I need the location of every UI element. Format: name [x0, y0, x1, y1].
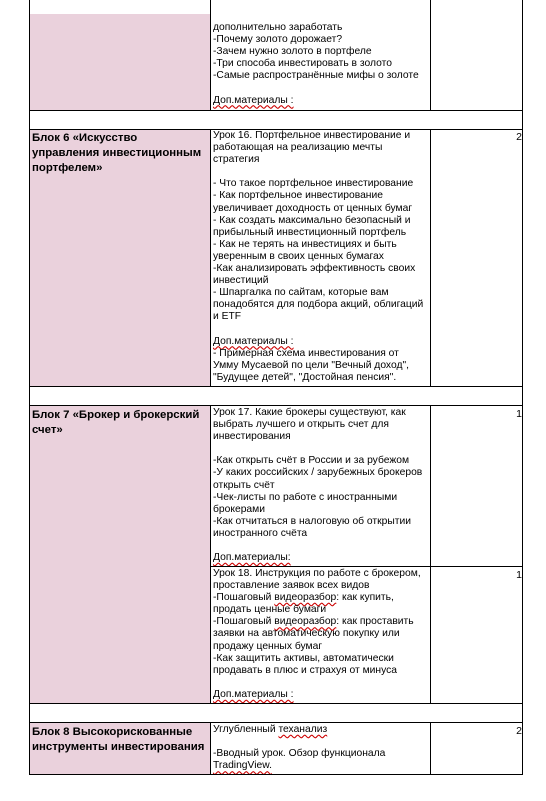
table-border: [29, 774, 523, 775]
table-border: [210, 722, 211, 775]
table-border: [29, 703, 30, 723]
lesson-line: Урок 16. Портфельное инвестирование и: [213, 130, 411, 141]
lesson-line: прибыльный инвестиционный портфель: [213, 226, 407, 238]
table-border: [29, 0, 30, 111]
lesson-line: брокерами: [213, 503, 265, 515]
table-border: [29, 703, 523, 704]
lesson-line: понадобятся для подбора акций, облигаций: [213, 299, 424, 311]
lesson-line: [213, 82, 427, 94]
lesson-line: -Пошаговый видеоразбор: как купить,: [213, 592, 394, 604]
lesson-line: "Будущее детей", "Достойная пенсия".: [213, 371, 397, 383]
table-border: [430, 0, 431, 111]
lesson-line: Урок 18. Инструкция по работе с брокером,: [213, 568, 421, 579]
lesson-cell: [210, 568, 430, 702]
lesson-line: инвестиций: [213, 275, 269, 287]
lesson-line: [213, 166, 427, 178]
lesson-line: [213, 443, 427, 455]
lesson-line: [213, 736, 427, 748]
extra-materials-label: Доп.материалы :: [213, 94, 294, 106]
lesson-cell: [210, 22, 430, 110]
lesson-line: -Три способа инвестировать в золото: [213, 58, 392, 70]
table-border: [430, 129, 431, 387]
table-border: [29, 129, 30, 387]
table-border: [522, 703, 523, 723]
table-border: [29, 110, 30, 130]
lesson-line: выбрать лучшего и открыть счет для: [213, 419, 389, 431]
table-border: [29, 722, 30, 775]
lesson-line: -Чек-листы по работе с иностранными: [213, 491, 398, 503]
table-border: [522, 405, 523, 704]
table-border: [29, 722, 523, 723]
extra-materials-label: Доп.материалы :: [213, 335, 294, 347]
lesson-cell: [210, 407, 430, 566]
table-border: [522, 0, 523, 111]
block-cell-bg: [29, 14, 210, 110]
lesson-line: -Как защитить активы, автоматически: [213, 652, 394, 664]
lesson-line: -Самые распространённые мифы о золоте: [213, 70, 419, 82]
lesson-line: [213, 324, 427, 336]
lesson-line: продажу ценных бумаг: [213, 640, 323, 652]
lesson-line: - Как портфельное инвестирование: [213, 190, 383, 202]
lesson-line: работающая на реализацию мечты: [213, 142, 383, 154]
lesson-line: - Как создать максимально безопасный и: [213, 214, 411, 226]
table-border: [430, 722, 431, 775]
table-border: [29, 386, 30, 406]
block-title: Блок 8 Высокорискованные инструменты инвестирования: [32, 726, 205, 753]
lesson-line: -Пошаговый видеоразбор: как проставить: [213, 616, 414, 628]
lesson-line: - Шпаргалка по сайтам, которые вам: [213, 287, 389, 299]
lesson-line: -Вводный урок. Обзор функционала: [213, 748, 386, 760]
lesson-line: стратегия: [213, 154, 260, 166]
lesson-line: Урок 17. Какие брокеры существуют, как: [213, 407, 406, 418]
lesson-line: - Примерная схема инвестирования от: [213, 347, 399, 359]
lesson-line: продать ценные бумаги: [213, 604, 327, 616]
lesson-line: проставление заявок всех видов: [213, 580, 370, 592]
table-border: [29, 110, 523, 111]
block-title: Блок 6 «Искусство управления инвестиционным портфелем»: [32, 132, 202, 174]
lesson-line: Углубленный теханализ: [213, 724, 328, 735]
lesson-line: заявки на автоматическую покупку или: [213, 628, 400, 640]
lesson-line: увеличивает доходность от ценных бумаг: [213, 202, 413, 214]
table-border: [29, 405, 523, 406]
lesson-line: -Почему золото дорожает?: [213, 34, 343, 46]
lesson-line: дополнительно заработать: [213, 22, 343, 33]
block-title: Блок 7 «Брокер и брокерский счет»: [32, 409, 200, 436]
lesson-line: Умму Мусаевой по цели "Вечный доход",: [213, 359, 409, 371]
table-border: [522, 722, 523, 775]
table-border: [29, 386, 523, 387]
lesson-line: -У каких российских / зарубежных брокеров: [213, 467, 423, 479]
table-border: [29, 129, 523, 130]
lesson-line: - Как не терять на инвестициях и быть: [213, 238, 397, 250]
lesson-line: -Как отчитаться в налоговую об открытии: [213, 515, 411, 527]
lesson-line: [213, 677, 427, 689]
extra-materials-label: Доп.материалы:: [213, 552, 291, 564]
lesson-line: - Что такое портфельное инвестирование: [213, 178, 414, 190]
lesson-count: 1: [516, 569, 522, 581]
extra-materials-label: Доп.материалы :: [213, 688, 294, 700]
lesson-line: TradingView.: [213, 760, 272, 772]
lesson-count: 2: [516, 131, 522, 143]
lesson-line: открыть счёт: [213, 479, 275, 491]
table-border: [522, 129, 523, 387]
lesson-cell: [210, 130, 430, 386]
lesson-line: -Зачем нужно золото в портфеле: [213, 46, 372, 58]
block-cell-bg: [29, 405, 210, 703]
lesson-line: инвестирования: [213, 431, 291, 443]
table-border: [522, 386, 523, 406]
table-border: [210, 566, 523, 567]
table-border: [29, 405, 30, 704]
table-border: [210, 405, 211, 704]
lesson-line: и ETF: [213, 311, 242, 323]
lesson-cell: [210, 724, 430, 774]
lesson-line: иностранного счёта: [213, 527, 308, 539]
lesson-line: уверенным в своих ценных бумагах: [213, 250, 384, 262]
lesson-line: продавать в плюс и страхуя от минуса: [213, 664, 398, 676]
lesson-line: -Как открыть счёт в России и за рубежом: [213, 455, 410, 467]
lesson-count: 2: [516, 725, 522, 737]
table-border: [522, 110, 523, 130]
lesson-count: 1: [516, 408, 522, 420]
table-border: [430, 405, 431, 704]
table-border: [210, 0, 211, 111]
lesson-line: [213, 540, 427, 552]
table-border: [210, 129, 211, 387]
lesson-line: -Как анализировать эффективность своих: [213, 263, 416, 275]
